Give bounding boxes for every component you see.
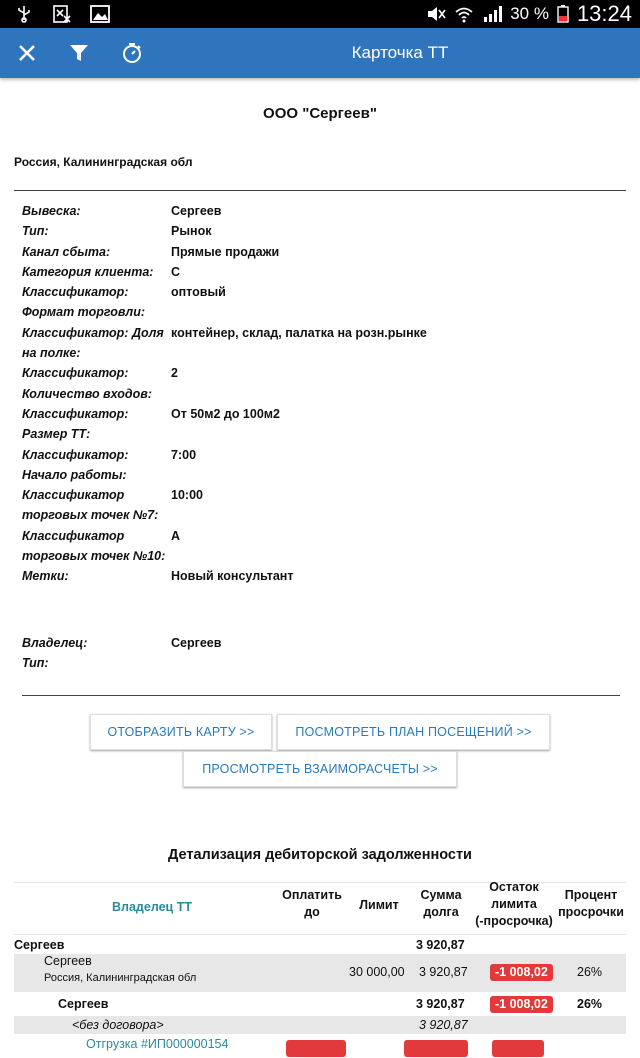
row-rest-badge: -1 008,02 (490, 964, 553, 981)
attribute-value: C (171, 264, 181, 279)
attribute-label: Классификатор: (22, 285, 129, 300)
table-row (14, 1016, 626, 1034)
attribute-value: Рынок (171, 224, 212, 239)
attribute-label: на полке: (22, 346, 81, 361)
header-rest-line1: Остаток (489, 880, 539, 894)
row-sum: 3 920,87 (416, 938, 465, 952)
attribute-label: Классификатор: Доля (22, 325, 164, 340)
status-bar (0, 0, 640, 28)
company-name: ООО "Сергеев" (263, 105, 377, 122)
attribute-row (22, 566, 622, 586)
attribute-value (171, 546, 622, 566)
row-owner: Сергеев (44, 954, 92, 968)
header-pay-until-line2: до (304, 905, 320, 919)
table-row[interactable] (14, 1034, 626, 1054)
attribute-row (22, 262, 622, 282)
attribute-label: торговых точек №7: (22, 508, 159, 523)
row-sum: 3 920,87 (419, 1018, 468, 1032)
attribute-value: 7:00 (171, 447, 197, 462)
row-pct: 26% (577, 997, 603, 1011)
attribute-value: Прямые продажи (171, 244, 280, 259)
row-badge (404, 1040, 468, 1057)
row-contract: <без договора> (72, 1018, 164, 1032)
battery-percent: 30 % (510, 4, 549, 23)
attribute-row (22, 424, 622, 444)
divider (22, 695, 620, 696)
attribute-value: От 50м2 до 100м2 (171, 406, 280, 421)
attribute-value: 2 (171, 366, 178, 381)
attribute-row (22, 363, 622, 383)
header-pct-line2: просрочки (558, 905, 624, 919)
attribute-label: Категория клиента: (22, 264, 154, 279)
attribute-row (22, 282, 622, 302)
header-rest-line2: лимита (491, 897, 537, 911)
attribute-label: Количество входов: (22, 386, 152, 401)
attribute-row (22, 343, 622, 363)
attribute-value (171, 302, 622, 322)
attribute-row (22, 384, 622, 404)
attribute-row (22, 221, 622, 241)
usb-icon (14, 5, 34, 23)
sim-excel-icon (52, 5, 72, 23)
divider (14, 190, 626, 191)
debt-table (14, 882, 626, 1054)
owner-type-value (171, 653, 622, 673)
attribute-label: Формат торговли: (22, 305, 145, 320)
attribute-value (171, 465, 622, 485)
attribute-row (22, 546, 622, 566)
owner-row (22, 633, 622, 653)
shipment-link[interactable]: Отгрузка #ИП000000154 (86, 1037, 229, 1051)
view-settlements-button[interactable]: ПРОСМОТРЕТЬ ВЗАИМОРАСЧЕТЫ >> (183, 751, 457, 787)
attribute-row (22, 505, 622, 525)
clock: 13:24 (576, 1, 632, 26)
region-text: Россия, Калининградская обл (14, 155, 193, 169)
table-row (14, 954, 626, 992)
attribute-row (22, 526, 622, 546)
view-visit-plan-button[interactable]: ПОСМОТРЕТЬ ПЛАН ПОСЕЩЕНИЙ >> (277, 714, 550, 750)
debt-section-title: Детализация дебиторской задолженности (168, 847, 472, 863)
attribute-row (22, 445, 622, 465)
attribute-value (171, 384, 622, 404)
row-pct: 26% (577, 965, 603, 979)
signal-icon (482, 5, 502, 23)
attribute-row (22, 201, 622, 221)
attribute-label: Классификатор: (22, 366, 129, 381)
attribute-row (22, 323, 622, 343)
row-sum: 3 920,87 (419, 965, 468, 979)
owner-type-row (22, 653, 622, 673)
attribute-label: Классификатор: (22, 447, 129, 462)
attribute-label: Тип: (22, 224, 49, 239)
table-header (14, 882, 626, 934)
table-row (14, 992, 626, 1016)
attribute-row (22, 242, 622, 262)
header-owner[interactable]: Владелец ТТ (112, 900, 192, 914)
attribute-row (22, 302, 622, 322)
header-sum-line2: долга (423, 905, 459, 919)
attribute-label: Классификатор (22, 488, 125, 503)
app-bar (0, 28, 640, 78)
attribute-label: Классификатор (22, 528, 125, 543)
attribute-value (171, 424, 622, 444)
attribute-value: A (171, 528, 181, 543)
header-pay-until-line1: Оплатить (282, 888, 342, 902)
attribute-row (22, 465, 622, 485)
attribute-value (171, 505, 622, 525)
attribute-value: Сергеев (171, 204, 222, 218)
attribute-list (22, 201, 622, 587)
row-owner: Сергеев (58, 997, 109, 1011)
attribute-label: торговых точек №10: (22, 549, 166, 564)
show-map-button[interactable]: ОТОБРАЗИТЬ КАРТУ >> (90, 714, 272, 750)
attribute-value: оптовый (171, 285, 226, 300)
image-icon (90, 5, 110, 23)
attribute-value (171, 343, 622, 363)
attribute-row (22, 404, 622, 424)
owner-section (22, 633, 622, 674)
owner-type-label: Тип: (22, 656, 49, 671)
attribute-label: Классификатор: (22, 406, 129, 421)
attribute-label: Размер ТТ: (22, 427, 91, 442)
attribute-label: Вывеска: (22, 204, 81, 218)
attribute-value: контейнер, склад, палатка на розн.рынке (171, 325, 427, 340)
header-limit: Лимит (359, 898, 399, 912)
header-rest-line3: (-просрочка) (475, 914, 553, 928)
attribute-row (22, 485, 622, 505)
row-limit: 30 000,00 (349, 965, 405, 979)
row-badge (286, 1040, 346, 1057)
header-sum-line1: Сумма (420, 888, 462, 902)
owner-value: Сергеев (171, 636, 222, 650)
row-region: Россия, Калининградская обл (44, 972, 197, 984)
owner-label: Владелец: (22, 636, 88, 650)
row-owner: Сергеев (14, 938, 65, 952)
mute-icon (426, 5, 446, 23)
attribute-value: 10:00 (171, 488, 203, 503)
row-sum: 3 920,87 (416, 997, 465, 1011)
page-title: Карточка ТТ (351, 43, 449, 62)
attribute-value: Новый консультант (171, 569, 294, 584)
wifi-icon (454, 5, 474, 23)
battery-icon (557, 5, 569, 23)
row-badge (492, 1040, 544, 1057)
attribute-label: Метки: (22, 569, 69, 584)
table-row (14, 934, 626, 954)
attribute-label: Канал сбыта: (22, 244, 111, 259)
header-pct-line1: Процент (564, 888, 618, 902)
attribute-label: Начало работы: (22, 467, 127, 482)
row-rest-badge: -1 008,02 (490, 996, 553, 1013)
